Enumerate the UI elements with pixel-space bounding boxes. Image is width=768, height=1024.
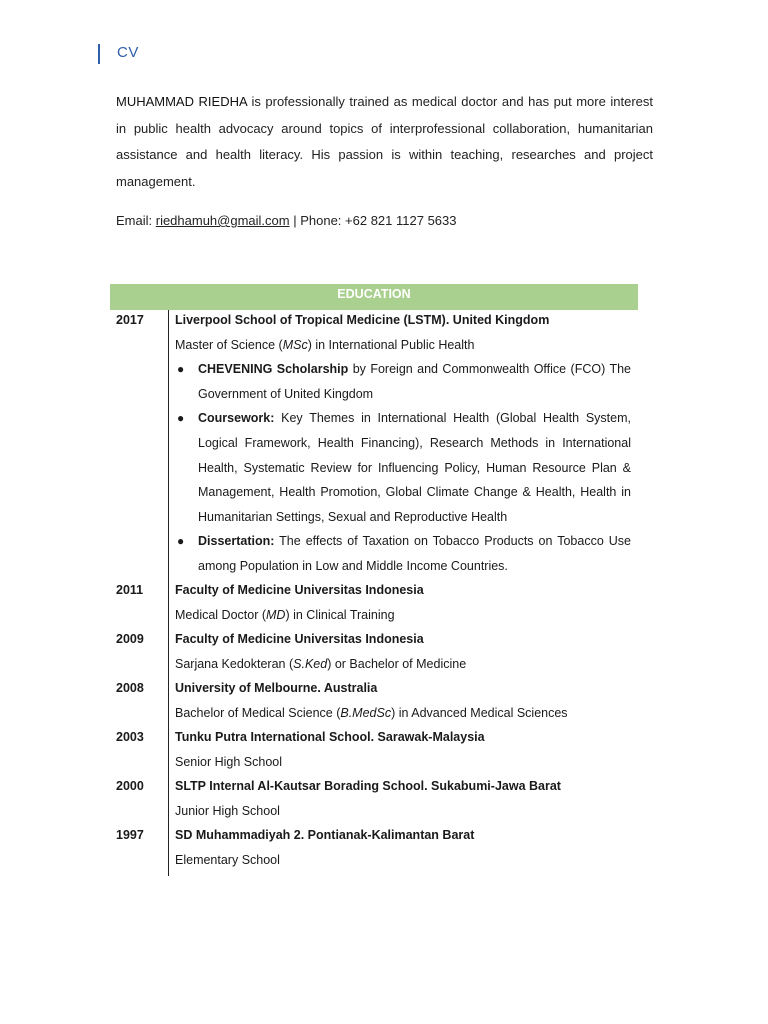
bullet-item: [175, 357, 631, 406]
contact-line: [116, 210, 456, 232]
phone-number: +62 821 1127 5633: [345, 213, 457, 228]
degree-abbreviation: MSc: [282, 337, 308, 352]
entry-institution: Liverpool School of Tropical Medicine (LSTM). United Kingdom: [175, 313, 550, 327]
bullet-icon: ●: [177, 362, 185, 377]
degree-abbreviation: MD: [266, 607, 286, 622]
header-accent-bar: [98, 44, 100, 64]
bullet-bold: CHEVENING Scholarship: [198, 362, 349, 377]
entry-year: 2003: [116, 730, 144, 744]
bullet-bold: Dissertation:: [198, 534, 275, 549]
bullet-item: [175, 406, 631, 529]
entry-institution: University of Melbourne. Australia: [175, 681, 378, 695]
bullet-icon: ●: [177, 534, 185, 549]
entry-institution: SD Muhammadiyah 2. Pontianak-Kalimantan Barat: [175, 828, 475, 842]
entry-degree: [175, 701, 568, 726]
entry-institution: Tunku Putra International School. Sarawak-Malaysia: [175, 730, 485, 744]
education-heading: EDUCATION: [110, 284, 638, 310]
entry-institution: Faculty of Medicine Universitas Indonesia: [175, 583, 424, 597]
degree-text: Master of Science (: [175, 337, 283, 352]
email-link[interactable]: riedhamuh@gmail.com: [155, 213, 290, 228]
entry-year: 2009: [116, 632, 144, 646]
intro-text: is professionally trained as medical doctor and has put more interest in public health advocacy around topics of interprofessional collaboration, humanitarian assistance and health literacy. His passion is within teaching, researches and project management.: [116, 94, 654, 189]
entry-year: 1997: [116, 828, 144, 842]
email-label: Email:: [116, 213, 156, 228]
degree-abbreviation: S.Ked: [293, 656, 328, 671]
entry-year: 2008: [116, 681, 144, 695]
entry-institution: SLTP Internal Al-Kautsar Borading School. Sukabumi-Jawa Barat: [175, 779, 561, 793]
entry-year: 2000: [116, 779, 144, 793]
entry-year: 2017: [116, 313, 144, 327]
bullet-item: [175, 529, 631, 578]
phone-label: Phone:: [300, 213, 346, 228]
degree-text-suffix: ) in International Public Health: [307, 337, 475, 352]
bullet-text: by Foreign and Commonwealth Office (FCO) The Government of United Kingdom: [198, 362, 631, 401]
degree-text-suffix: ) in Advanced Medical Sciences: [391, 705, 568, 720]
bullet-icon: ●: [177, 411, 185, 426]
page-title: CV: [117, 44, 139, 61]
degree-abbreviation: B.MedSc: [340, 705, 392, 720]
entry-degree: Junior High School: [175, 803, 280, 818]
entry-institution: Faculty of Medicine Universitas Indonesia: [175, 632, 424, 646]
degree-text-suffix: ) in Clinical Training: [285, 607, 395, 622]
entry-degree: [175, 603, 395, 628]
degree-text: Bachelor of Medical Science (: [175, 705, 341, 720]
bullet-bold: Coursework:: [198, 411, 275, 426]
degree-text: Sarjana Kedokteran (: [175, 656, 294, 671]
education-divider: [168, 310, 169, 876]
entry-degree: Elementary School: [175, 852, 280, 867]
bullet-text: Key Themes in International Health (Global Health System, Logical Framework, Health Financing), Research Methods in International Health, Systematic Review for Influencing Policy, Human Resource Plan & Management, Health Promotion, Global Climate Change & Health, Health in Humanitarian Settings, Sexual and Reproductive Health: [198, 411, 631, 524]
entry-degree: Senior High School: [175, 754, 283, 769]
entry-degree: [175, 652, 466, 677]
degree-text-suffix: ) or Bachelor of Medicine: [327, 656, 467, 671]
bullet-text: The effects of Taxation on Tobacco Products on Tobacco Use among Population in Low and Middle Income Countries.: [198, 534, 631, 573]
person-name: MUHAMMAD RIEDHA: [116, 94, 247, 109]
contact-separator: |: [289, 213, 301, 228]
entry-year: 2011: [116, 583, 144, 597]
entry-bullet-list: [175, 357, 631, 578]
intro-paragraph: [116, 89, 653, 195]
degree-text: Medical Doctor (: [175, 607, 266, 622]
entry-degree: [175, 333, 474, 358]
